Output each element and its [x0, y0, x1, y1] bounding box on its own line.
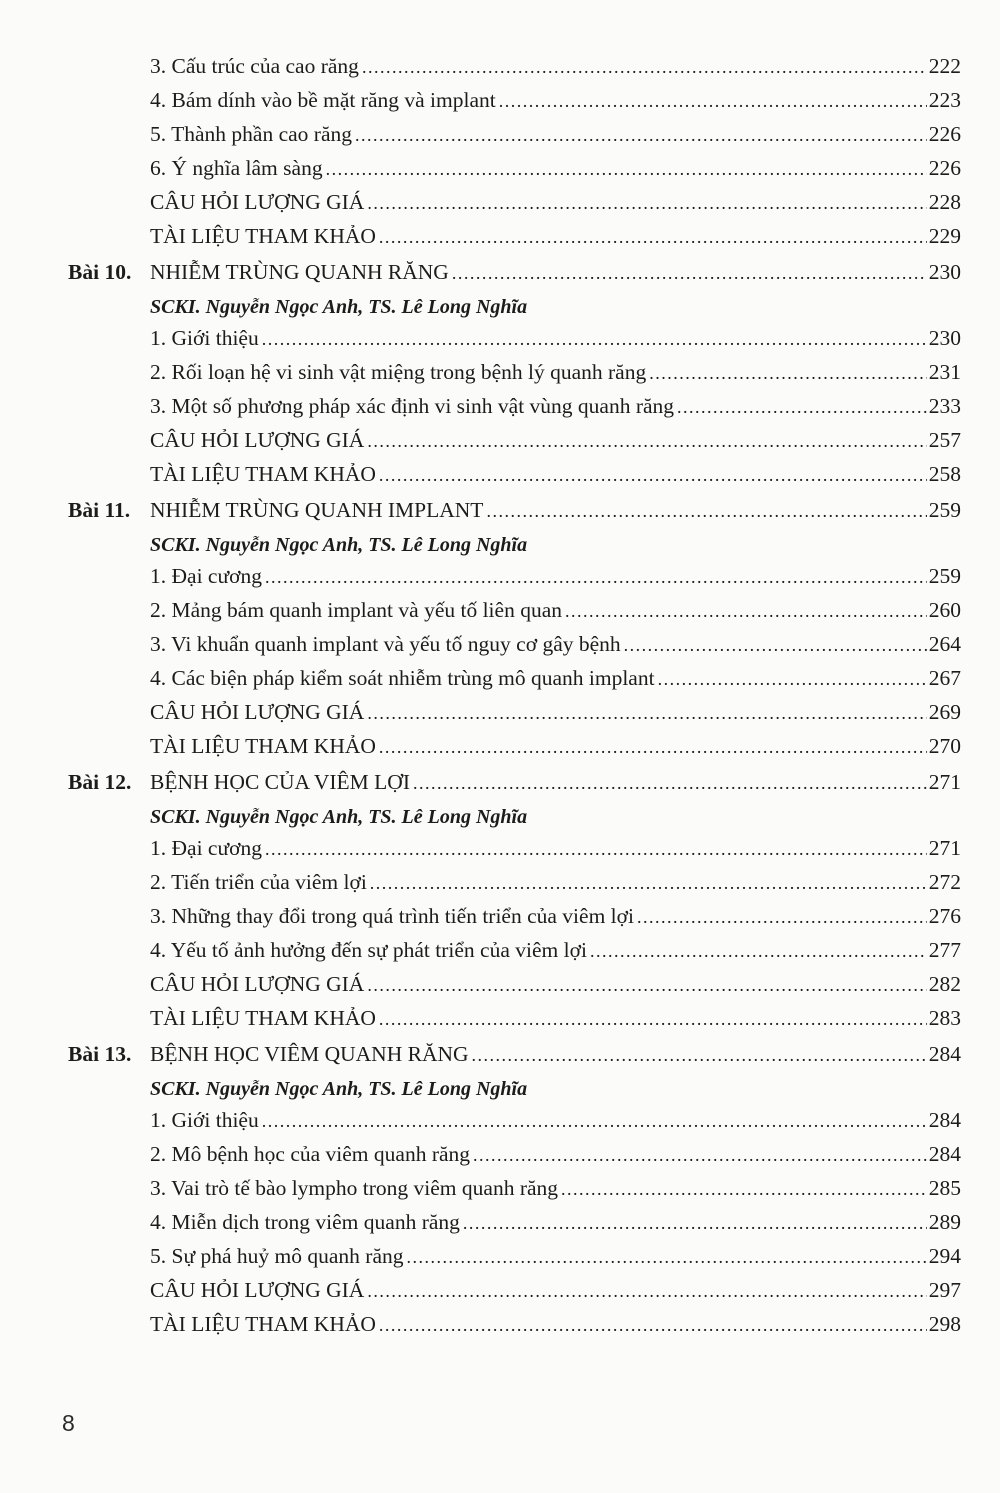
toc-entry — [68, 972, 961, 1006]
dot-leader — [561, 1179, 927, 1200]
toc-entry — [68, 360, 961, 394]
entry-title: 1. Đại cương — [150, 564, 262, 588]
entry-title: TÀI LIỆU THAM KHẢO — [150, 224, 376, 248]
entry-page-number: 226 — [928, 156, 961, 180]
entry-page-number: 271 — [928, 770, 961, 794]
toc-lesson-heading — [68, 770, 961, 806]
entry-title: 3. Những thay đổi trong quá trình tiến triển của viêm lợi — [150, 904, 634, 928]
entry-title: TÀI LIỆU THAM KHẢO — [150, 1006, 376, 1030]
dot-leader — [379, 227, 927, 248]
toc-author-line — [68, 296, 961, 326]
dot-leader — [649, 363, 927, 384]
dot-leader — [463, 1213, 927, 1234]
toc-lesson-heading — [68, 1042, 961, 1078]
toc-entry — [68, 836, 961, 870]
entry-title: TÀI LIỆU THAM KHẢO — [150, 462, 376, 486]
dot-leader — [499, 91, 927, 112]
entry-page-number: 267 — [928, 666, 961, 690]
entry-page-number: 269 — [928, 700, 961, 724]
dot-leader — [265, 567, 927, 588]
entry-page-number: 264 — [928, 632, 961, 656]
entry-page-number: 257 — [928, 428, 961, 452]
toc-entry — [68, 1142, 961, 1176]
dot-leader — [326, 159, 927, 180]
dot-leader — [262, 1111, 927, 1132]
toc-entry — [68, 564, 961, 598]
entry-title: 3. Vi khuẩn quanh implant và yếu tố nguy cơ gây bệnh — [150, 632, 621, 656]
entry-page-number: 277 — [928, 938, 961, 962]
entry-page-number: 270 — [928, 734, 961, 758]
entry-page-number: 297 — [928, 1278, 961, 1302]
entry-title: 1. Giới thiệu — [150, 1108, 259, 1132]
entry-title: 5. Thành phần cao răng — [150, 122, 352, 146]
toc-lesson-heading — [68, 260, 961, 296]
entry-page-number: 283 — [928, 1006, 961, 1030]
entry-page-number: 222 — [928, 54, 961, 78]
table-of-contents — [68, 54, 961, 1346]
dot-leader — [367, 431, 926, 452]
dot-leader — [262, 329, 927, 350]
entry-title: 2. Tiến triển của viêm lợi — [150, 870, 367, 894]
toc-entry — [68, 700, 961, 734]
dot-leader — [486, 501, 926, 522]
toc-entry — [68, 326, 961, 360]
lesson-number: Bài 11. — [68, 498, 131, 522]
toc-lesson-heading — [68, 498, 961, 534]
toc-entry — [68, 156, 961, 190]
entry-page-number: 229 — [928, 224, 961, 248]
entry-page-number: 231 — [928, 360, 961, 384]
dot-leader — [355, 125, 927, 146]
entry-title: BỆNH HỌC CỦA VIÊM LỢI — [150, 770, 410, 794]
toc-entry — [68, 88, 961, 122]
dot-leader — [367, 193, 926, 214]
dot-leader — [472, 1045, 927, 1066]
toc-entry — [68, 394, 961, 428]
entry-title: NHIỄM TRÙNG QUANH IMPLANT — [150, 498, 484, 522]
dot-leader — [367, 1281, 926, 1302]
toc-entry — [68, 462, 961, 496]
toc-entry — [68, 1278, 961, 1312]
entry-title: CÂU HỎI LƯỢNG GIÁ — [150, 1278, 365, 1302]
entry-title: TÀI LIỆU THAM KHẢO — [150, 734, 376, 758]
entry-title: 4. Miễn dịch trong viêm quanh răng — [150, 1210, 460, 1234]
toc-entry — [68, 938, 961, 972]
entry-page-number: 271 — [928, 836, 961, 860]
entry-page-number: 226 — [928, 122, 961, 146]
entry-title: 5. Sự phá huỷ mô quanh răng — [150, 1244, 404, 1268]
toc-entry — [68, 904, 961, 938]
entry-title: 4. Yếu tố ảnh hưởng đến sự phát triển của viêm lợi — [150, 938, 587, 962]
entry-title: 2. Mô bệnh học của viêm quanh răng — [150, 1142, 471, 1166]
toc-author-line — [68, 1078, 961, 1108]
toc-author-line — [68, 534, 961, 564]
dot-leader — [370, 873, 927, 894]
toc-entry — [68, 428, 961, 462]
entry-title: 1. Đại cương — [150, 836, 262, 860]
entry-title: 6. Ý nghĩa lâm sàng — [150, 156, 323, 180]
entry-title: 2. Rối loạn hệ vi sinh vật miệng trong bệnh lý quanh răng — [150, 360, 647, 384]
entry-title: CÂU HỎI LƯỢNG GIÁ — [150, 190, 365, 214]
dot-leader — [362, 57, 927, 78]
toc-entry — [68, 870, 961, 904]
dot-leader — [473, 1145, 927, 1166]
entry-page-number: 230 — [928, 326, 961, 350]
toc-entry — [68, 598, 961, 632]
dot-leader — [379, 1315, 927, 1336]
toc-entry — [68, 1244, 961, 1278]
dot-leader — [624, 635, 927, 656]
author-names: SCKI. Nguyễn Ngọc Anh, TS. Lê Long Nghĩa — [150, 534, 528, 556]
dot-leader — [565, 601, 927, 622]
entry-page-number: 259 — [928, 498, 961, 522]
entry-page-number: 294 — [928, 1244, 961, 1268]
entry-page-number: 284 — [928, 1142, 961, 1166]
entry-page-number: 298 — [928, 1312, 961, 1336]
entry-title: 3. Một số phương pháp xác định vi sinh vật vùng quanh răng — [150, 394, 675, 418]
dot-leader — [413, 773, 927, 794]
toc-entry — [68, 190, 961, 224]
toc-entry — [68, 1312, 961, 1346]
entry-title: BỆNH HỌC VIÊM QUANH RĂNG — [150, 1042, 469, 1066]
entry-page-number: 289 — [928, 1210, 961, 1234]
dot-leader — [637, 907, 927, 928]
entry-page-number: 272 — [928, 870, 961, 894]
toc-author-line — [68, 806, 961, 836]
entry-page-number: 223 — [928, 88, 961, 112]
dot-leader — [677, 397, 927, 418]
dot-leader — [367, 703, 926, 724]
toc-entry — [68, 1210, 961, 1244]
dot-leader — [658, 669, 927, 690]
entry-title: CÂU HỎI LƯỢNG GIÁ — [150, 428, 365, 452]
lesson-number: Bài 12. — [68, 770, 132, 794]
entry-page-number: 282 — [928, 972, 961, 996]
author-names: SCKI. Nguyễn Ngọc Anh, TS. Lê Long Nghĩa — [150, 1078, 528, 1100]
entry-title: 3. Vai trò tế bào lympho trong viêm quanh răng — [150, 1176, 559, 1200]
page-number: 8 — [62, 1410, 75, 1436]
toc-entry — [68, 666, 961, 700]
author-names: SCKI. Nguyễn Ngọc Anh, TS. Lê Long Nghĩa — [150, 806, 528, 828]
entry-page-number: 284 — [928, 1042, 961, 1066]
entry-page-number: 228 — [928, 190, 961, 214]
entry-title: TÀI LIỆU THAM KHẢO — [150, 1312, 376, 1336]
entry-title: NHIỄM TRÙNG QUANH RĂNG — [150, 260, 449, 284]
dot-leader — [590, 941, 927, 962]
dot-leader — [367, 975, 926, 996]
entry-page-number: 285 — [928, 1176, 961, 1200]
entry-page-number: 284 — [928, 1108, 961, 1132]
entry-title: 3. Cấu trúc của cao răng — [150, 54, 359, 78]
lesson-number: Bài 10. — [68, 260, 132, 284]
dot-leader — [407, 1247, 927, 1268]
entry-title: CÂU HỎI LƯỢNG GIÁ — [150, 972, 365, 996]
entry-title: CÂU HỎI LƯỢNG GIÁ — [150, 700, 365, 724]
toc-entry — [68, 122, 961, 156]
toc-entry — [68, 1176, 961, 1210]
entry-title: 1. Giới thiệu — [150, 326, 259, 350]
dot-leader — [379, 465, 927, 486]
entry-page-number: 230 — [928, 260, 961, 284]
toc-entry — [68, 1108, 961, 1142]
dot-leader — [452, 263, 927, 284]
lesson-number: Bài 13. — [68, 1042, 132, 1066]
toc-entry — [68, 54, 961, 88]
entry-page-number: 259 — [928, 564, 961, 588]
toc-entry — [68, 632, 961, 666]
entry-title: 2. Mảng bám quanh implant và yếu tố liên quan — [150, 598, 562, 622]
author-names: SCKI. Nguyễn Ngọc Anh, TS. Lê Long Nghĩa — [150, 296, 528, 318]
toc-entry — [68, 734, 961, 768]
entry-page-number: 233 — [928, 394, 961, 418]
dot-leader — [379, 1009, 927, 1030]
dot-leader — [265, 839, 927, 860]
entry-page-number: 276 — [928, 904, 961, 928]
entry-title: 4. Bám dính vào bề mặt răng và implant — [150, 88, 496, 112]
toc-entry — [68, 1006, 961, 1040]
entry-page-number: 260 — [928, 598, 961, 622]
entry-title: 4. Các biện pháp kiểm soát nhiễm trùng mô quanh implant — [150, 666, 655, 690]
entry-page-number: 258 — [928, 462, 961, 486]
dot-leader — [379, 737, 927, 758]
toc-entry — [68, 224, 961, 258]
